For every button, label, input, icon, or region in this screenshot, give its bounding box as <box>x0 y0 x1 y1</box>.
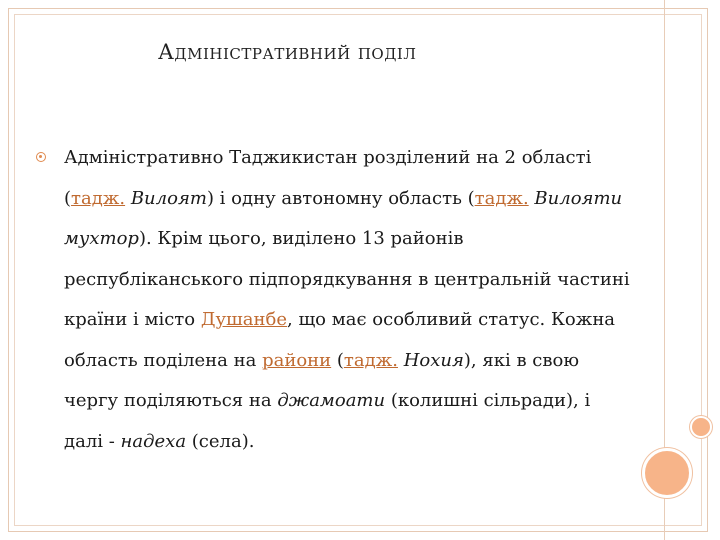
paragraph-text: Адміністративно Таджикистан розділений на 2 області ( <box>64 147 592 209</box>
link-text[interactable]: Душанбе <box>200 309 287 330</box>
body-paragraph <box>64 138 634 462</box>
italic-term: Нохия <box>403 349 464 371</box>
paragraph-text: ( <box>331 349 344 371</box>
link-text[interactable]: тадж. <box>71 187 126 209</box>
link-text[interactable]: тадж. <box>343 349 398 371</box>
link-text[interactable]: райони <box>262 349 332 371</box>
italic-term: джамоати <box>277 390 386 411</box>
small-circle-decoration-icon <box>690 416 712 438</box>
italic-term: Вилояти мухтор <box>64 187 623 249</box>
circle-bullet-icon <box>36 152 46 162</box>
paragraph-text: (села). <box>186 430 255 452</box>
paragraph-text: (колишні сільради), і далі - <box>64 390 591 452</box>
link-text[interactable]: тадж. <box>474 187 529 209</box>
paragraph-text: ). Крім цього, виділено 13 районів республіканського підпорядкування в центральній частині країни і місто <box>64 228 630 330</box>
italic-term: Вилоят <box>130 187 207 209</box>
paragraph-text: ), які в свою чергу поділяються на <box>64 349 580 411</box>
slide-title: Адміністративний поділ <box>158 40 417 64</box>
italic-term: надеха <box>120 430 187 452</box>
paragraph-text: ) і одну автономну область ( <box>206 187 475 209</box>
large-circle-decoration-icon <box>642 448 692 498</box>
paragraph-text: , що має особливий статус. Кожна область поділена на <box>64 309 616 371</box>
